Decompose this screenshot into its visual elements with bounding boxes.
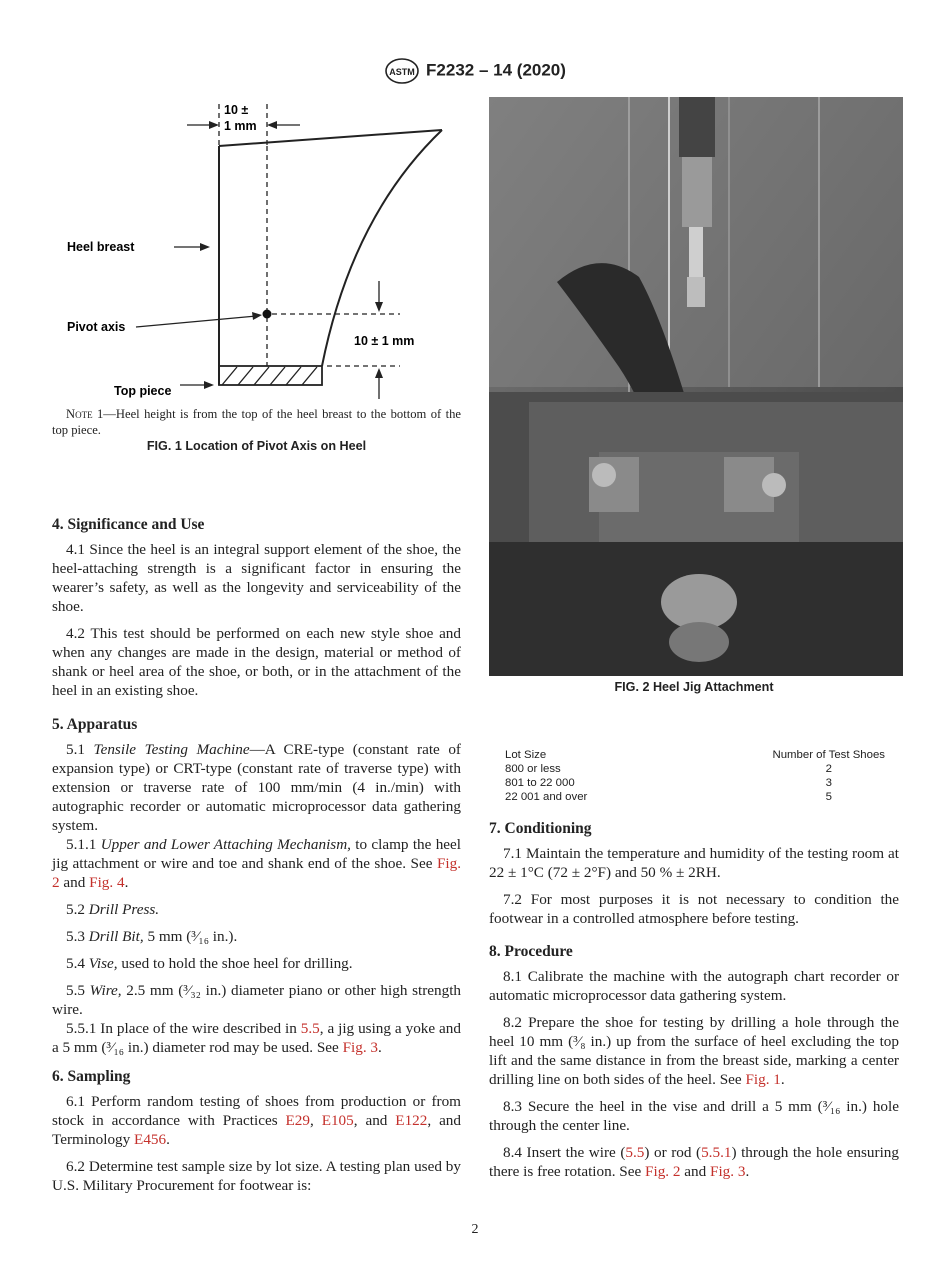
- para-5-3: 5.3 Drill Bit, 5 mm (³⁄₁₆ in.).: [66, 928, 238, 945]
- table-header-row: [505, 748, 885, 762]
- para-5-1-1: 5.1.1 Upper and Lower Attaching Mechanism, to clamp the heel jig attachment or wire and toe and shank end of the shoe. See Fig. 2 and Fig. 4.: [52, 836, 462, 891]
- lot-size-table: [505, 748, 900, 804]
- section-4-title: 4. Significance and Use: [52, 516, 205, 533]
- section-8: [489, 943, 899, 1189]
- section-8-title: 8. Procedure: [489, 943, 573, 960]
- para-5-4: 5.4 Vise, used to hold the shoe heel for drilling.: [66, 955, 353, 972]
- dim-top-unit: 1 mm: [224, 119, 257, 133]
- document-id: F2232 – 14 (2020): [426, 60, 566, 80]
- ref-fig-3[interactable]: Fig. 3: [342, 1039, 379, 1056]
- section-6: [52, 1068, 461, 1203]
- label-heel-breast: Heel breast: [67, 240, 135, 254]
- section-4: [52, 516, 461, 708]
- para-7-2: 7.2 For most purposes it is not necessary to condition the footwear in a controlled atmosphere before testing.: [489, 891, 899, 927]
- ref-5-5[interactable]: 5.5: [625, 1144, 645, 1161]
- para-8-4: 8.4 Insert the wire (5.5) or rod (5.5.1) through the hole ensuring there is free rotation. See Fig. 2 and Fig. 3.: [489, 1144, 899, 1180]
- para-8-2: 8.2 Prepare the shoe for testing by drilling a hole through the heel 10 mm (³⁄₈ in.) up from the surface of heel excluding the top lift and the same distance in from the breast side, marking a center drilling line on both sides of the heel. See Fig. 1.: [489, 1014, 899, 1088]
- para-7-1: 7.1 Maintain the temperature and humidity of the testing room at 22 ± 1°C (72 ± 2°F) and 50 % ± 2RH.: [489, 845, 899, 881]
- ref-e29[interactable]: E29: [285, 1112, 310, 1129]
- table-row: 801 to 22 000 3: [505, 777, 832, 789]
- ref-5-5[interactable]: 5.5: [300, 1020, 320, 1037]
- label-top-piece: Top piece: [114, 384, 172, 398]
- para-5-2: 5.2 Drill Press.: [66, 901, 160, 918]
- para-5-5: 5.5 Wire, 2.5 mm (³⁄₃₂ in.) diameter piano or other high strength wire.: [52, 982, 462, 1018]
- dim-top-label: 10 ±: [224, 103, 249, 117]
- para-8-3: 8.3 Secure the heel in the vise and drill a 5 mm (³⁄₁₆ in.) hole through the center line.: [489, 1098, 899, 1134]
- ref-e456[interactable]: E456: [134, 1131, 167, 1148]
- para-6-1: 6.1 Perform random testing of shoes from production or from stock in accordance with Practices E29, E105, and E122, and Terminology E456.: [52, 1093, 461, 1148]
- para-6-2: 6.2 Determine test sample size by lot size. A testing plan used by U.S. Military Procurement for footwear is:: [52, 1158, 461, 1194]
- table-row: 22 001 and over 5: [505, 791, 832, 803]
- ref-fig-2[interactable]: Fig. 2: [52, 855, 461, 891]
- para-5-1: 5.1 Tensile Testing Machine—A CRE-type (constant rate of expansion type) or CRT-type (constant rate of traverse type) with extension or traverse rate of 100 mm/min (4 in./min) with autographic recorder or automatic microprocessor data gathering system.: [52, 741, 461, 834]
- ref-fig-3[interactable]: Fig. 3: [710, 1163, 746, 1180]
- table-header-number: Number of Test Shoes: [772, 749, 885, 761]
- page-header: [0, 58, 950, 84]
- table-header-lot-size: Lot Size: [505, 749, 547, 761]
- section-6-title: 6. Sampling: [52, 1068, 131, 1085]
- figure1-note: Note 1—Heel height is from the top of the heel breast to the bottom of the top piece.: [52, 407, 461, 437]
- para-4-1: 4.1 Since the heel is an integral support element of the shoe, the heel-attaching strength is a significant factor in ensuring the wearer’s safety, as well as the longevity and serviceability of the shoe.: [52, 541, 461, 615]
- figure1-diagram: [52, 96, 472, 406]
- astm-logo-icon: [384, 58, 420, 84]
- ref-fig-4[interactable]: Fig. 4: [89, 874, 125, 891]
- ref-e122[interactable]: E122: [395, 1112, 428, 1129]
- table-row: 800 or less 2: [505, 763, 832, 775]
- label-pivot-axis: Pivot axis: [67, 320, 126, 334]
- para-4-2: 4.2 This test should be performed on each new style shoe and when any changes are made in the design, material or method of shank or heel area of the shoe, or both, or in the attachment of the heel in an existing shoe.: [52, 625, 461, 699]
- ref-fig-2[interactable]: Fig. 2: [645, 1163, 681, 1180]
- para-8-1: 8.1 Calibrate the machine with the autograph chart recorder or automatic microprocessor data gathering system.: [489, 968, 899, 1004]
- figure2-photo: [489, 97, 903, 676]
- section-7-title: 7. Conditioning: [489, 820, 592, 837]
- svg-text:ASTM: ASTM: [389, 67, 415, 77]
- section-5-title: 5. Apparatus: [52, 716, 138, 733]
- figure2-caption: FIG. 2 Heel Jig Attachment: [614, 680, 774, 694]
- section-5: [52, 716, 461, 1065]
- dim-right-label: 10 ± 1 mm: [354, 334, 415, 348]
- ref-e105[interactable]: E105: [321, 1112, 354, 1129]
- ref-fig-1[interactable]: Fig. 1: [745, 1071, 781, 1088]
- section-7: [489, 820, 899, 936]
- para-5-5-1: 5.5.1 In place of the wire described in 5.5, a jig using a yoke and a 5 mm (³⁄₁₆ in.) diameter rod may be used. See Fig. 3.: [52, 1020, 461, 1056]
- page-number: 2: [471, 1222, 479, 1237]
- ref-5-5-1[interactable]: 5.5.1: [701, 1144, 732, 1161]
- figure1-caption: FIG. 1 Location of Pivot Axis on Heel: [146, 439, 367, 453]
